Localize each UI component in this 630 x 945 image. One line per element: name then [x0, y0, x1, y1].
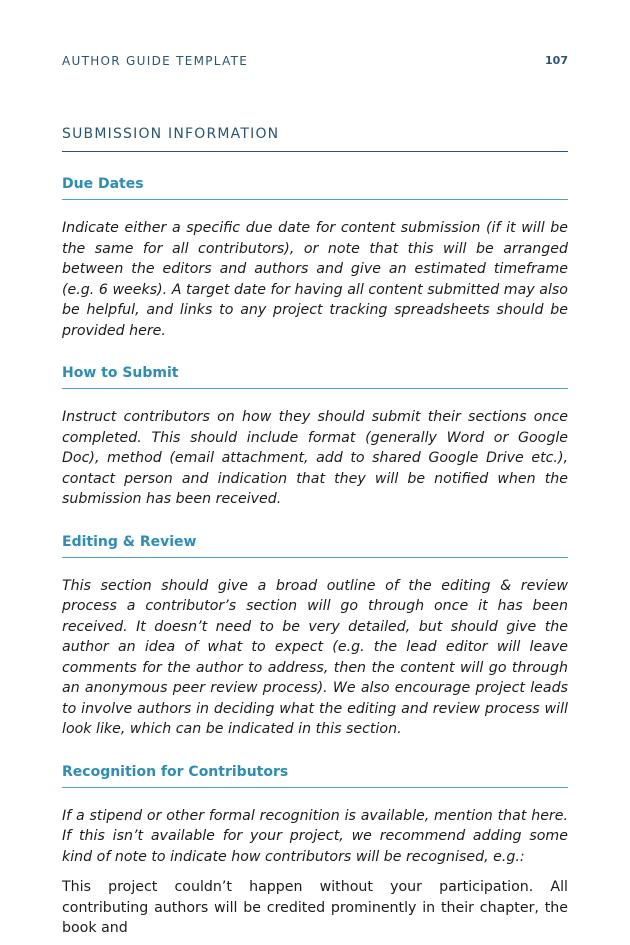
subsection-heading: Recognition for Contributors — [62, 764, 568, 788]
subsection-due-dates — [62, 176, 568, 341]
subsection-body: Instruct contributors on how they should submit their sections once completed. This should include format (generally Word or Google Doc), method (email attachment, add to shared Google Drive etc.), contact person and indication that they will be notified when the submission has been received. — [62, 409, 568, 507]
subsection-body: Indicate either a specific due date for content submission (if it will be the same for all contributors), or note that this will be arranged between the editors and authors and give an estimated timeframe (e.g. 6 weeks). A target date for having all content submitted may also be helpful, and links to any project tracking spreadsheets should be provided here. — [62, 220, 568, 339]
subsection-editing-review — [62, 534, 568, 740]
subsection-heading: Editing & Review — [62, 534, 568, 558]
page-number: 107 — [545, 54, 568, 67]
subsection-heading: How to Submit — [62, 365, 568, 389]
subsection-recognition — [62, 764, 568, 939]
example-paragraph: This project couldn’t happen without your participation. All contributing authors will be credited prominently in their chapter, the book and — [62, 879, 568, 936]
section-title: SUBMISSION INFORMATION — [62, 126, 568, 152]
document-page — [62, 0, 568, 939]
running-title: AUTHOR GUIDE TEMPLATE — [62, 54, 249, 68]
subsection-body: This section should give a broad outline of the editing & review process a contributor’s section will go through once it has been received. It doesn’t need to be very detailed, but should give the author an idea of what to expect (e.g. the lead editor will leave comments for the author to address, then the content will go through an anonymous peer review process). We also encourage project leads to involve authors in deciding what the editing and review process will look like, which can be indicated in this section. — [62, 577, 568, 737]
subsection-body: If a stipend or other formal recognition is available, mention that here. If this isn’t available for your project, we recommend adding some kind of note to indicate how contributors will be recognised, e.g.: — [62, 807, 568, 865]
running-header — [62, 54, 568, 74]
subsection-how-to-submit — [62, 365, 568, 510]
subsection-heading: Due Dates — [62, 176, 568, 200]
